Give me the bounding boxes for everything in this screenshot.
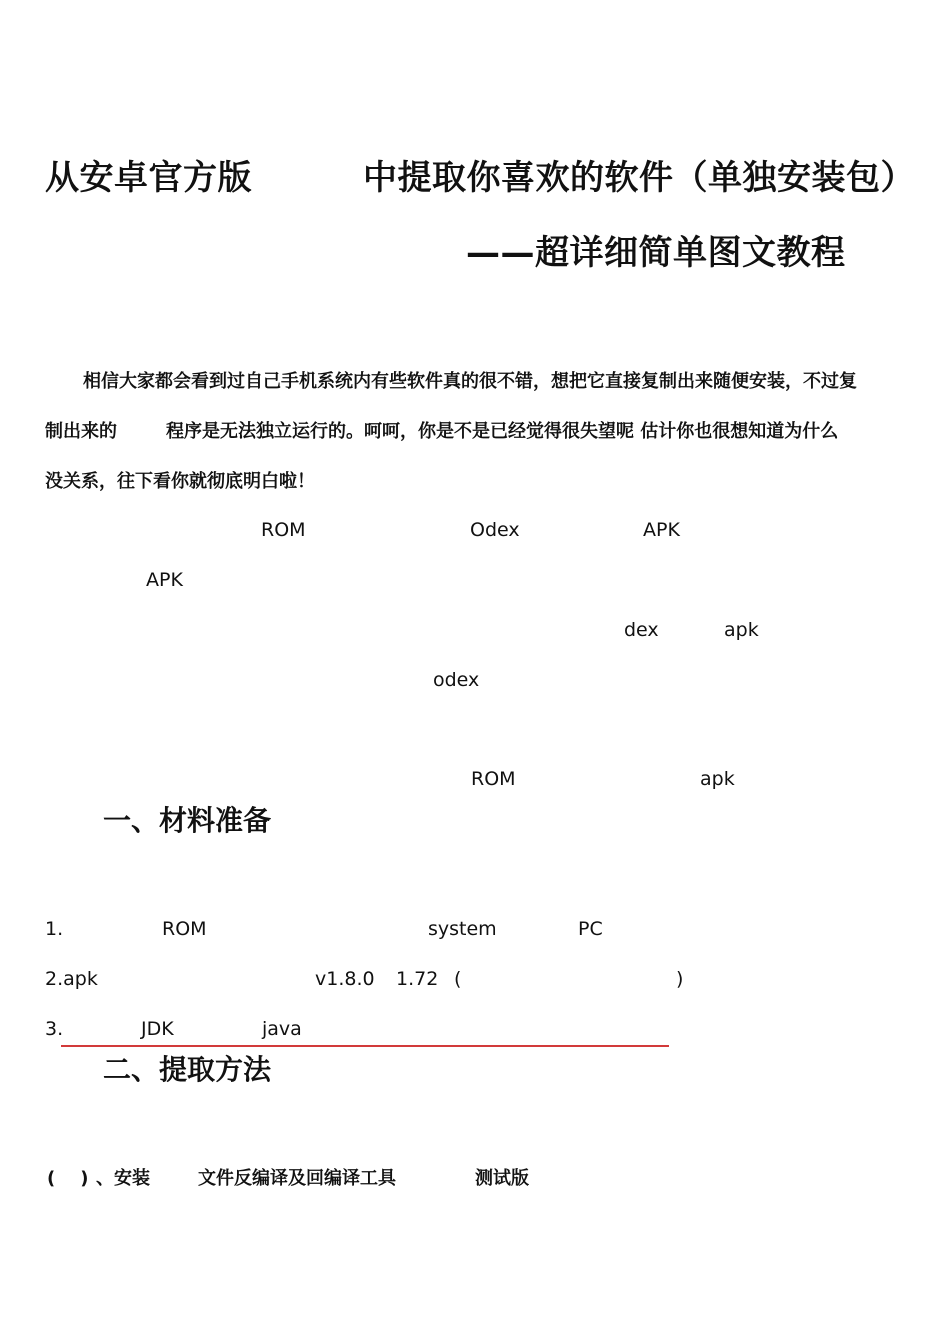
list-item-paren: ( [454,968,462,990]
list-item-number: 1. [45,918,64,940]
fragment-dex: dex [624,619,659,641]
list-item-jdk: JDK [141,1018,174,1040]
intro-line-3: 没关系，往下看你就彻底明白啦！ [45,471,315,492]
list-item-system: system [428,918,497,940]
section-heading-materials: 一、材料准备 [103,804,272,837]
fragment-apk: APK [643,519,680,541]
fragment-apk: apk [724,619,759,641]
title-part-1: 从安卓官方版 [45,158,252,198]
list-item-paren: ) [676,968,684,990]
list-item-number: 3. [45,1018,64,1040]
title-subtitle: ——超详细简单图文教程 [466,233,846,273]
section-heading-method: 二、提取方法 [103,1053,272,1086]
subheading-install: 、安装 [96,1168,150,1189]
intro-line-2a: 制出来的 [45,421,117,442]
fragment-odex: Odex [470,519,520,541]
list-item-rom: ROM [162,918,207,940]
fragment-odex: odex [433,669,480,691]
title-part-2: 中提取你喜欢的软件（单独安装包） [363,158,915,198]
red-underline [61,1045,669,1047]
subheading-tool: 文件反编译及回编译工具 [198,1168,396,1189]
subheading-test: 测试版 [475,1168,529,1189]
list-item-pc: PC [578,918,603,940]
fragment-apk: apk [700,768,735,790]
list-item-java: java [262,1018,302,1040]
intro-line-1: 相信大家都会看到过自己手机系统内有些软件真的很不错，想把它直接复制出来随便安装，不过复 [83,371,857,392]
fragment-rom: ROM [471,768,516,790]
fragment-apk: APK [146,569,183,591]
intro-line-2b: 程序是无法独立运行的。呵呵，你是不是已经觉得很失望呢 估计你也很想知道为什么 [166,421,839,442]
fragment-rom: ROM [261,519,306,541]
list-item-apk: 2.apk [45,968,98,990]
list-item-version: v1.8.0 [315,968,375,990]
list-item-version: 1.72 [396,968,439,990]
subheading-paren: ( ) [47,1168,89,1189]
